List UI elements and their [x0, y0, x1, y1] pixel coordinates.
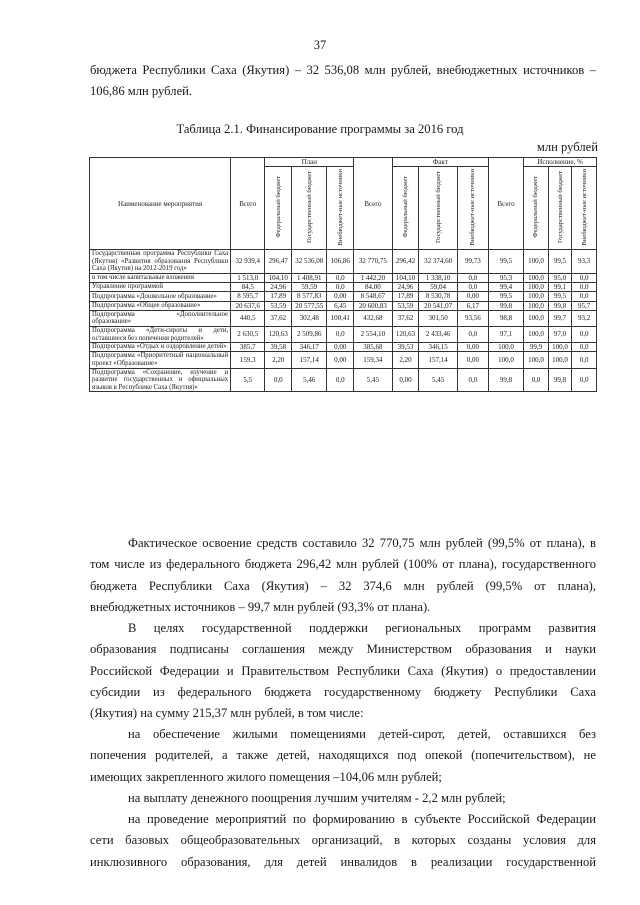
- value-cell: 5,5: [231, 368, 265, 392]
- value-cell: 0,00: [327, 352, 354, 368]
- text-line: 106,86 млн рублей.: [90, 84, 193, 99]
- text-line: на обеспечение жилыми помещениями детей-сирот, детей, оставшихся без: [128, 727, 596, 741]
- text-line: том числе из федерального бюджета 296,42 млн рублей (100% от плана), государственного: [90, 557, 596, 572]
- value-cell: 93,2: [572, 310, 597, 326]
- value-cell: 385,68: [354, 343, 393, 352]
- value-cell: 100,0: [524, 292, 549, 301]
- paragraph-teachers: [90, 788, 596, 809]
- value-cell: 100,41: [327, 310, 354, 326]
- row-name-cell: Подпрограмма «Приоритетный национальный проект «Образование»: [90, 352, 231, 368]
- text-line: инклюзивного образования, для детей инвалидов в реализации государственной: [90, 854, 596, 869]
- units-label: млн рублей: [536, 140, 598, 154]
- value-cell: 440,5: [231, 310, 265, 326]
- paragraph-inclusive: [90, 809, 596, 873]
- value-cell: 24,96: [392, 283, 419, 292]
- header-percent-federal: Федеральный бюджет: [532, 176, 540, 238]
- row-name-cell: Подпрограмма «Общее образование»: [90, 301, 231, 310]
- value-cell: 100,0: [524, 273, 549, 282]
- value-cell: 32 374,60: [419, 250, 458, 274]
- value-cell: 100,0: [524, 310, 549, 326]
- value-cell: 0,0: [572, 326, 597, 342]
- value-cell: 100,0: [524, 301, 549, 310]
- value-cell: 0,0: [327, 326, 354, 342]
- table-body: [90, 250, 597, 392]
- value-cell: 100,0: [524, 326, 549, 342]
- row-name-cell: Подпрограмма «Дополнительное образование»: [90, 310, 231, 326]
- value-cell: 95,3: [488, 273, 523, 282]
- value-cell: 24,96: [265, 283, 292, 292]
- value-cell: 100,0: [548, 352, 572, 368]
- value-cell: 0,0: [572, 343, 597, 352]
- intro-paragraph: [90, 60, 596, 103]
- value-cell: 0,0: [457, 368, 488, 392]
- value-cell: 99,5: [548, 250, 572, 274]
- row-name-cell: Государственная программа Республики Саха (Якутия) «Развития образования Республики Саха (Якутия) на 2012-2019 год»: [90, 250, 231, 274]
- value-cell: 59,59: [292, 283, 327, 292]
- value-cell: 37,62: [265, 310, 292, 326]
- value-cell: 39,53: [392, 343, 419, 352]
- value-cell: 99,8: [548, 301, 572, 310]
- value-cell: 104,10: [265, 273, 292, 282]
- value-cell: 1 442,20: [354, 273, 393, 282]
- value-cell: 157,14: [419, 352, 458, 368]
- value-cell: 20 577,55: [292, 301, 327, 310]
- value-cell: 2 433,46: [419, 326, 458, 342]
- value-cell: 99,1: [548, 283, 572, 292]
- text-line: внебюджетных источников – 99,7 млн рублей (93,3% от плана).: [90, 599, 431, 614]
- table-row: [90, 343, 597, 352]
- value-cell: 104,10: [392, 273, 419, 282]
- header-fact-federal: Федеральный бюджет: [402, 176, 410, 238]
- header-percent-total: Всего: [488, 158, 523, 250]
- value-cell: 346,17: [292, 343, 327, 352]
- value-cell: 1 513,0: [231, 273, 265, 282]
- value-cell: 0,0: [572, 283, 597, 292]
- text-line: на выплату денежного поощрения лучшим учителям - 2,2 млн рублей;: [128, 791, 506, 805]
- header-percent: Исполнение, %: [524, 158, 597, 167]
- value-cell: 20 541,07: [419, 301, 458, 310]
- value-cell: 2,20: [392, 352, 419, 368]
- table-row: [90, 326, 597, 342]
- text-line: на проведение мероприятий по формированию в субъекте Российской Федерации: [128, 812, 596, 826]
- header-name: Наименование мероприятия: [90, 158, 231, 250]
- text-line: бюджета Республики Саха (Якутия) – 32 536,08 млн рублей, внебюджетных источников –: [90, 63, 596, 77]
- value-cell: 0,00: [457, 352, 488, 368]
- table-row: [90, 368, 597, 392]
- header-fact-state: Государственный бюджет: [434, 171, 442, 244]
- value-cell: 0,0: [265, 368, 292, 392]
- header-plan: План: [265, 158, 354, 167]
- row-name-cell: в том числе капитальные вложения: [90, 273, 231, 282]
- value-cell: 0,00: [327, 292, 354, 301]
- value-cell: 0,00: [457, 343, 488, 352]
- value-cell: 0,0: [457, 273, 488, 282]
- table-row: [90, 273, 597, 282]
- value-cell: 385,7: [231, 343, 265, 352]
- header-plan-total: Всего: [231, 158, 265, 250]
- value-cell: 302,48: [292, 310, 327, 326]
- value-cell: 5,46: [292, 368, 327, 392]
- table-row: [90, 283, 597, 292]
- value-cell: 32 536,08: [292, 250, 327, 274]
- text-line: образования подписаны соглашения между Министерством образования и науки: [90, 642, 596, 657]
- value-cell: 159,34: [354, 352, 393, 368]
- value-cell: 6,45: [327, 301, 354, 310]
- value-cell: 99,5: [488, 250, 523, 274]
- row-name-cell: Подпрограмма «Дети-сироты и дети, оставшиеся без попечения родителей»: [90, 326, 231, 342]
- table-row: [90, 301, 597, 310]
- value-cell: 0,00: [327, 343, 354, 352]
- value-cell: 99,9: [524, 343, 549, 352]
- value-cell: 95,0: [548, 273, 572, 282]
- value-cell: 84,5: [231, 283, 265, 292]
- value-cell: 8 548,67: [354, 292, 393, 301]
- value-cell: 301,50: [419, 310, 458, 326]
- value-cell: 53,59: [265, 301, 292, 310]
- value-cell: 2 630,5: [231, 326, 265, 342]
- header-fact-total: Всего: [354, 158, 393, 250]
- header-plan-state: Государственный бюджет: [305, 171, 313, 244]
- value-cell: 100,0: [524, 352, 549, 368]
- value-cell: 97,0: [548, 326, 572, 342]
- value-cell: 59,04: [419, 283, 458, 292]
- value-cell: 100,0: [488, 343, 523, 352]
- value-cell: 120,63: [392, 326, 419, 342]
- value-cell: 106,86: [327, 250, 354, 274]
- value-cell: 0,00: [392, 368, 419, 392]
- paragraph-housing: [90, 724, 596, 788]
- value-cell: 0,0: [572, 273, 597, 282]
- value-cell: 32 770,75: [354, 250, 393, 274]
- row-name-cell: Подпрограмма «Дошкольное образование»: [90, 292, 231, 301]
- row-name-cell: Подпрограмма «Отдых и оздоровление детей»: [90, 343, 231, 352]
- value-cell: 32 939,4: [231, 250, 265, 274]
- value-cell: 296,42: [392, 250, 419, 274]
- header-percent-state: Государственный бюджет: [556, 171, 564, 244]
- value-cell: 99,5: [548, 292, 572, 301]
- value-cell: 20 600,83: [354, 301, 393, 310]
- header-percent-extra: Внебюджет-ные источники: [580, 168, 588, 246]
- value-cell: 157,14: [292, 352, 327, 368]
- value-cell: 100,0: [488, 352, 523, 368]
- paragraph-fact: [90, 533, 596, 618]
- value-cell: 1 338,10: [419, 273, 458, 282]
- value-cell: 0,0: [327, 368, 354, 392]
- value-cell: 0,0: [327, 283, 354, 292]
- value-cell: 5,45: [354, 368, 393, 392]
- page-number: 37: [313, 38, 327, 52]
- text-line: В целях государственной поддержки региональных программ развития: [128, 621, 596, 635]
- value-cell: 432,68: [354, 310, 393, 326]
- value-cell: 0,0: [572, 352, 597, 368]
- text-line: субсидии из федерального бюджета государственному бюджету Республики Саха: [90, 684, 596, 699]
- header-plan-federal: Федеральный бюджет: [274, 176, 282, 238]
- value-cell: 0,0: [457, 326, 488, 342]
- value-cell: 17,89: [265, 292, 292, 301]
- text-line: Фактическое освоение средств составило 32 770,75 млн рублей (99,5% от плана), в: [128, 536, 596, 550]
- value-cell: 8 577,83: [292, 292, 327, 301]
- value-cell: 159,3: [231, 352, 265, 368]
- value-cell: 100,0: [524, 283, 549, 292]
- value-cell: 98,8: [488, 310, 523, 326]
- value-cell: 53,59: [392, 301, 419, 310]
- table-row: [90, 352, 597, 368]
- value-cell: 99,5: [488, 292, 523, 301]
- value-cell: 0,00: [457, 292, 488, 301]
- value-cell: 99,8: [548, 368, 572, 392]
- text-line: сети базовых общеобразовательных организаций, в которых созданы условия для: [90, 833, 596, 848]
- value-cell: 2 509,86: [292, 326, 327, 342]
- row-name-cell: Управление программой: [90, 283, 231, 292]
- value-cell: 99,8: [488, 368, 523, 392]
- value-cell: 8 530,78: [419, 292, 458, 301]
- value-cell: 84,00: [354, 283, 393, 292]
- value-cell: 95,7: [572, 301, 597, 310]
- value-cell: 100,0: [524, 250, 549, 274]
- value-cell: 0,0: [572, 368, 597, 392]
- value-cell: 0,0: [327, 273, 354, 282]
- value-cell: 346,15: [419, 343, 458, 352]
- row-name-cell: Подпрограмма «Сохранение, изучение и развитие государственных и официальных языков в Республике Саха (Якутия)»: [90, 368, 231, 392]
- text-line: Российской Федерации и Правительством Республики Саха (Якутия) о предоставлении: [90, 663, 596, 678]
- table-row: [90, 310, 597, 326]
- value-cell: 99,4: [488, 283, 523, 292]
- value-cell: 100,0: [548, 343, 572, 352]
- value-cell: 99,73: [457, 250, 488, 274]
- value-cell: 93,3: [572, 250, 597, 274]
- financing-table: [89, 157, 597, 392]
- text-line: бюджета Республики Саха (Якутия) – 32 374,6 млн рублей (99,5% от плана),: [90, 578, 596, 593]
- text-line: имеющих закрепленного жилого помещения –104,06 млн рублей;: [90, 769, 442, 784]
- value-cell: 0,0: [457, 283, 488, 292]
- value-cell: 2 554,10: [354, 326, 393, 342]
- value-cell: 6,17: [457, 301, 488, 310]
- paragraph-support: [90, 618, 596, 724]
- header-fact: Факт: [392, 158, 488, 167]
- value-cell: 93,56: [457, 310, 488, 326]
- text-line: (Якутия) на сумму 215,37 млн рублей, в том числе:: [90, 706, 364, 721]
- value-cell: 17,89: [392, 292, 419, 301]
- header-row-groups: [90, 158, 597, 167]
- value-cell: 97,1: [488, 326, 523, 342]
- value-cell: 8 595,7: [231, 292, 265, 301]
- value-cell: 99,8: [488, 301, 523, 310]
- table-row: [90, 250, 597, 274]
- value-cell: 296,47: [265, 250, 292, 274]
- value-cell: 39,58: [265, 343, 292, 352]
- value-cell: 37,62: [392, 310, 419, 326]
- table-title: Таблица 2.1. Финансирование программы за 2016 год: [176, 122, 464, 136]
- value-cell: 0,0: [572, 292, 597, 301]
- header-fact-extra: Внебюджет-ные источники: [469, 168, 477, 246]
- value-cell: 5,45: [419, 368, 458, 392]
- value-cell: 120,63: [265, 326, 292, 342]
- header-plan-extra: Внебюджет-ные источники: [336, 168, 344, 246]
- text-line: попечения родителей, а также детей, находящихся под опекой (попечительством), не: [90, 748, 596, 763]
- value-cell: 20 637,6: [231, 301, 265, 310]
- value-cell: 2,20: [265, 352, 292, 368]
- value-cell: 1 408,91: [292, 273, 327, 282]
- table-row: [90, 292, 597, 301]
- value-cell: 0,0: [524, 368, 549, 392]
- value-cell: 99,7: [548, 310, 572, 326]
